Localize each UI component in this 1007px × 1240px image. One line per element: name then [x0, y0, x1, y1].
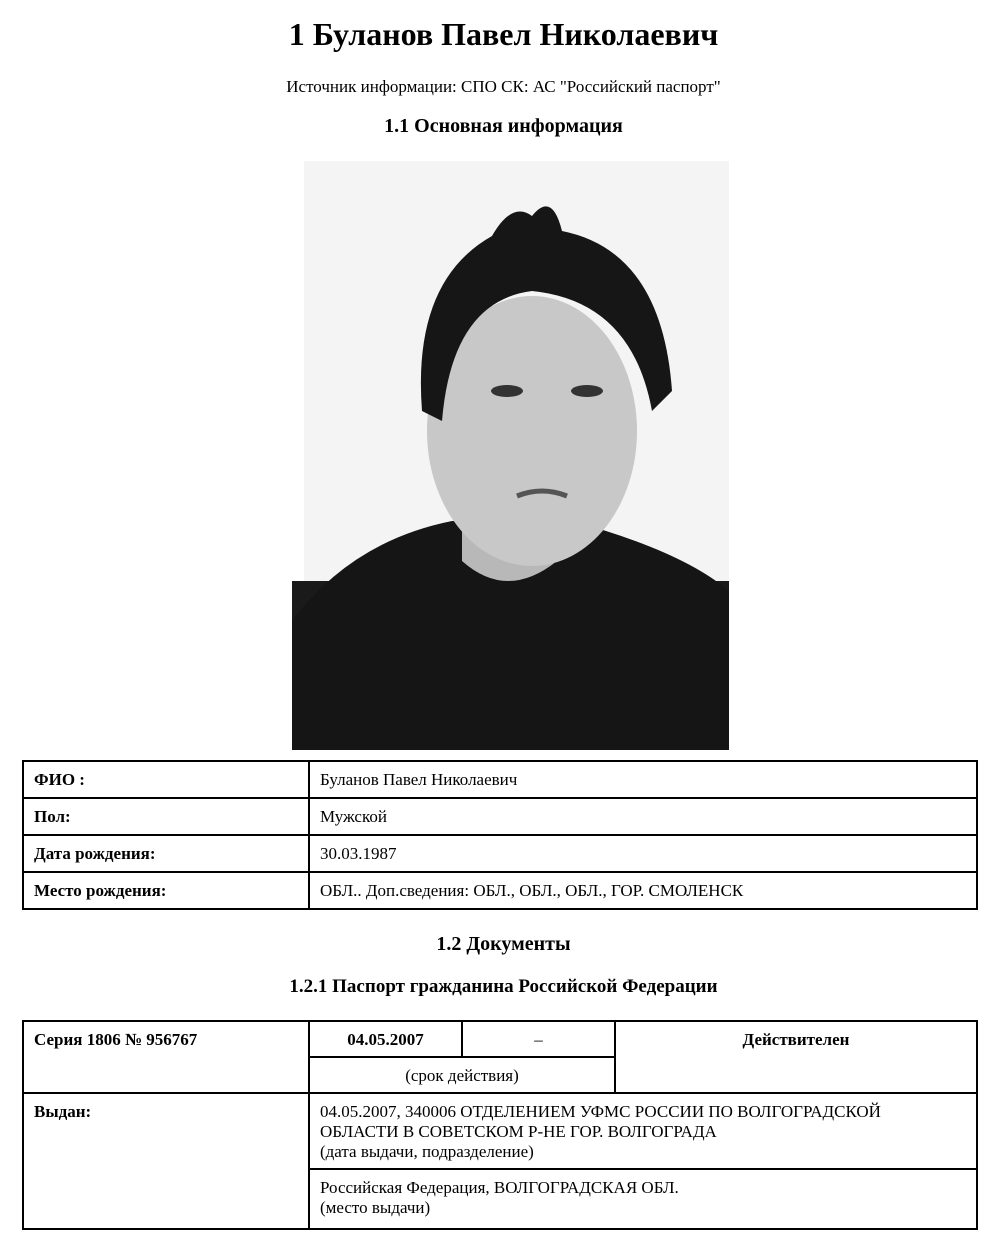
passport-table	[22, 1020, 978, 1230]
issued-line: ОБЛАСТИ В СОВЕТСКОМ Р-НЕ ГОР. ВОЛГОГРАДА	[320, 1122, 717, 1141]
page-title: 1 Буланов Павел Николаевич	[288, 16, 719, 52]
issued-label: Выдан:	[23, 1093, 309, 1229]
issued-line: 04.05.2007, 340006 ОТДЕЛЕНИЕМ УФМС РОССИИ ПО ВОЛГОГРАДСКОЙ	[320, 1102, 881, 1121]
issued-info	[309, 1093, 977, 1169]
row-label: Место рождения:	[23, 872, 309, 909]
validity-caption: (срок действия)	[309, 1057, 615, 1093]
main-info-table	[22, 760, 978, 910]
valid-to: –	[462, 1021, 615, 1057]
section-main-heading: 1.1 Основная информация	[384, 115, 623, 137]
row-value: Буланов Павел Николаевич	[309, 761, 977, 798]
row-label: Дата рождения:	[23, 835, 309, 872]
table-row	[23, 1021, 977, 1057]
info-source: Источник информации: СПО СК: АС "Российский паспорт"	[286, 77, 721, 96]
issue-place	[309, 1169, 977, 1229]
row-label: ФИО :	[23, 761, 309, 798]
issued-caption: (дата выдачи, подразделение)	[320, 1142, 534, 1161]
table-row	[23, 1093, 977, 1169]
row-value: 30.03.1987	[309, 835, 977, 872]
person-photo	[292, 161, 729, 750]
table-row	[23, 761, 977, 798]
table-row	[23, 798, 977, 835]
row-value: ОБЛ.. Доп.сведения: ОБЛ., ОБЛ., ОБЛ., ГОР. СМОЛЕНСК	[309, 872, 977, 909]
row-value: Мужской	[309, 798, 977, 835]
section-docs-heading: 1.2 Документы	[436, 933, 571, 955]
table-row	[23, 872, 977, 909]
table-row	[23, 835, 977, 872]
row-label: Пол:	[23, 798, 309, 835]
section-passport-heading: 1.2.1 Паспорт гражданина Российской Федерации	[289, 976, 718, 997]
passport-status: Действителен	[615, 1021, 977, 1093]
issue-place-caption: (место выдачи)	[320, 1198, 431, 1217]
passport-series: Серия 1806 № 956767	[23, 1021, 309, 1093]
issue-place-value: Российская Федерация, ВОЛГОГРАДСКАЯ ОБЛ.	[320, 1178, 679, 1197]
valid-from: 04.05.2007	[309, 1021, 462, 1057]
